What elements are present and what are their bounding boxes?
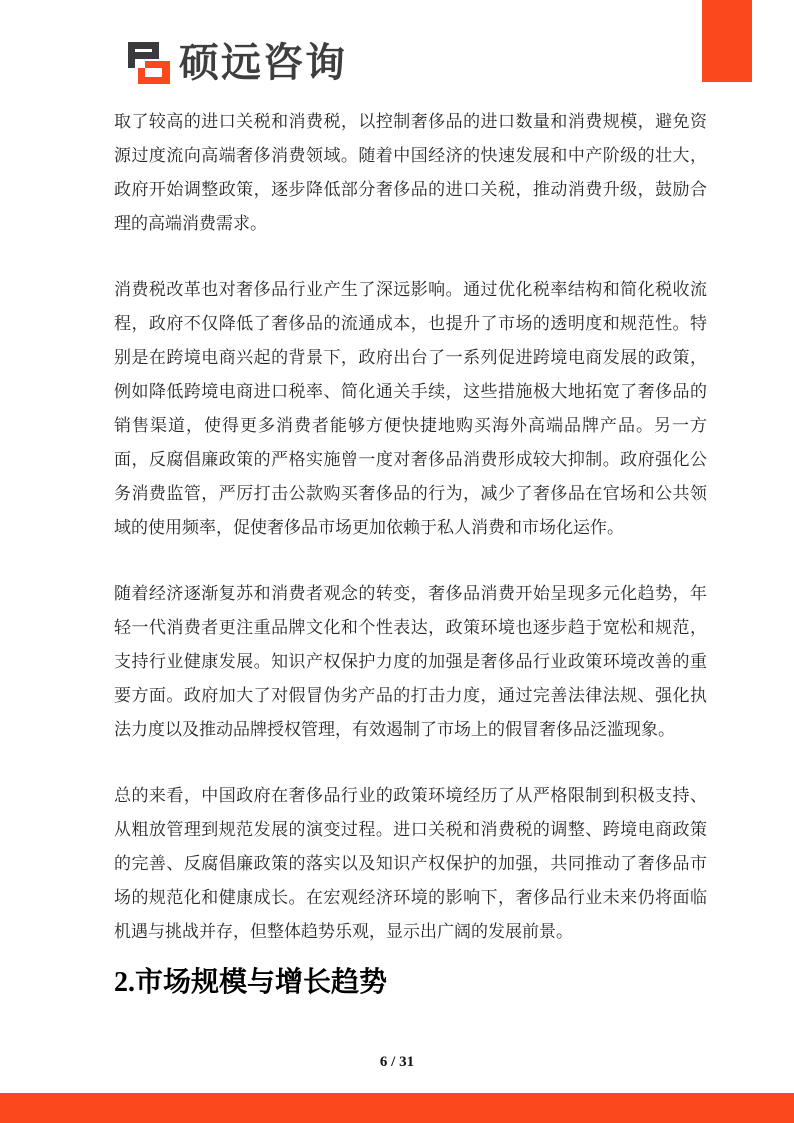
document-body: [114, 105, 707, 1001]
paragraph: 随着经济逐渐复苏和消费者观念的转变，奢侈品消费开始呈现多元化趋势，年轻一代消费者更注重品牌文化和个性表达，政策环境也逐步趋于宽松和规范，支持行业健康发展。知识产权保护力度的加强是奢侈品行业政策环境改善的重要方面。政府加大了对假冒伪劣产品的打击力度，通过完善法律法规、强化执法力度以及推动品牌授权管理，有效遏制了市场上的假冒奢侈品泛滥现象。: [114, 584, 707, 739]
paragraph: 消费税改革也对奢侈品行业产生了深远影响。通过优化税率结构和简化税收流程，政府不仅降低了奢侈品的流通成本，也提升了市场的透明度和规范性。特别是在跨境电商兴起的背景下，政府出台了一系列促进跨境电商发展的政策，例如降低跨境电商进口税率、简化通关手续，这些措施极大地拓宽了奢侈品的销售渠道，使得更多消费者能够方便快捷地购买海外高端品牌产品。另一方面，反腐倡廉政策的严格实施曾一度对奢侈品消费形成较大抑制。政府强化公务消费监管，严厉打击公款购买奢侈品的行为，减少了奢侈品在官场和公共领域的使用频率，促使奢侈品市场更加依赖于私人消费和市场化运作。: [114, 280, 707, 537]
corner-accent-block: [702, 0, 752, 82]
logo: [128, 42, 347, 84]
logo-text: 硕远咨询: [179, 41, 347, 85]
section-heading: 2.市场规模与增长趋势: [114, 967, 388, 998]
page-number: 6 / 31: [379, 1054, 415, 1070]
logo-monogram-icon: [128, 42, 170, 84]
footer-accent-bar: [0, 1093, 794, 1123]
paragraph: 总的来看，中国政府在奢侈品行业的政策环境经历了从严格限制到积极支持、从粗放管理到规范发展的演变过程。进口关税和消费税的调整、跨境电商政策的完善、反腐倡廉政策的落实以及知识产权保护的加强，共同推动了奢侈品市场的规范化和健康成长。在宏观经济环境的影响下，奢侈品行业未来仍将面临机遇与挑战并存，但整体趋势乐观，显示出广阔的发展前景。: [114, 786, 707, 941]
paragraph: 取了较高的进口关税和消费税，以控制奢侈品的进口数量和消费规模，避免资源过度流向高端奢侈消费领域。随着中国经济的快速发展和中产阶级的壮大，政府开始调整政策，逐步降低部分奢侈品的进口关税，推动消费升级，鼓励合理的高端消费需求。: [114, 112, 707, 233]
